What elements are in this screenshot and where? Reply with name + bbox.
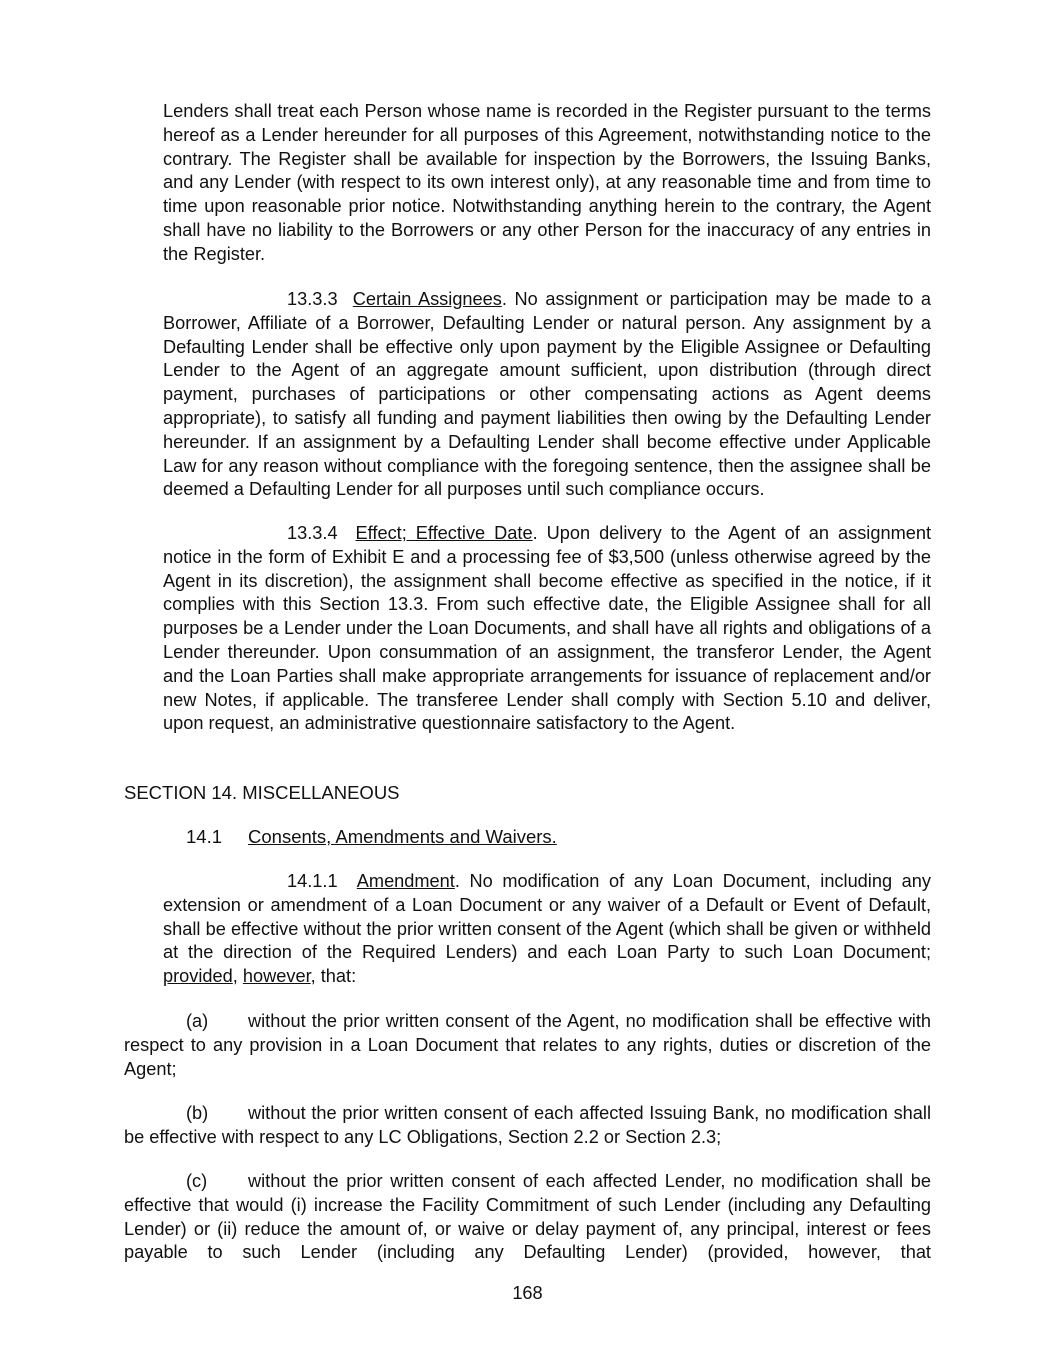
section-14-1-1-number: 14.1.1 <box>287 871 338 891</box>
section-13-3-4-number: 13.3.4 <box>287 523 338 543</box>
section-14-1-1-text-after: , that: <box>310 966 357 987</box>
list-item-c <box>124 1170 931 1265</box>
continuation-paragraph <box>163 100 931 267</box>
list-item-a-text: without the prior written consent of the Agent, no modification shall be effective with respect to any provision in a Loan Document that relates to any rights, duties or discretion of the Agent; <box>124 1011 931 1079</box>
comma: , <box>232 966 243 987</box>
list-item-b-text: without the prior written consent of each affected Issuing Bank, no modification shall be effective with respect to any LC Obligations, Section 2.2 or Section 2.3; <box>124 1103 931 1147</box>
section-13-3-3-text: . No assignment or participation may be made to a Borrower, Affiliate of a Borrower, Defaulting Lender or natural person. Any assignment by a Defaulting Lender shall be effective only upon payment by the Eligible Assignee or Defaulting Lender to the Agent of an aggregate amount sufficient, upon distribution (through direct payment, purchases of participations or other compensating actions as Agent deems appropriate), to satisfy all funding and payment liabilities then owing by the Defaulting Lender hereunder. If an assignment by a Defaulting Lender shall become effective under Applicable Law for any reason without compliance with the foregoing sentence, then the assignee shall be deemed a Defaulting Lender for all purposes until such compliance occurs. <box>163 289 932 500</box>
section-14-1-1-title: Amendment <box>356 871 455 891</box>
section-14-1-1 <box>163 870 931 989</box>
provided-word: provided <box>163 966 233 987</box>
list-item-b <box>124 1102 931 1150</box>
section-13-3-4-text: . Upon delivery to the Agent of an assignment notice in the form of Exhibit E and a processing fee of $3,500 (unless otherwise agreed by the Agent in its discretion), the assignment shall become effective as specified in the notice, if it complies with this Section 13.3. From such effective date, the Eligible Assignee shall for all purposes be a Lender under the Loan Documents, and shall have all rights and obligations of a Lender thereunder. Upon consummation of an assignment, the transferor Lender, the Agent and the Loan Parties shall make appropriate arrangements for issuance of replacement and/or new Notes, if applicable. The transferee Lender shall comply with Section 5.10 and deliver, upon request, an administrative questionnaire satisfactory to the Agent. <box>163 523 932 734</box>
list-item-a-label: (a) <box>186 1011 209 1031</box>
section-14-1-heading <box>186 825 557 849</box>
list-item-b-label: (b) <box>186 1103 209 1123</box>
section-13-3-4-title: Effect; Effective Date <box>355 523 533 543</box>
section-14-1-1-text-before: . No modification of any Loan Document, including any extension or amendment of a Loan Document or any waiver of a Default or Event of Default, shall be effective without the prior written consent of the Agent (which shall be given or withheld at the direction of the Required Lenders) and each Loan Party to such Loan Document; <box>163 871 931 963</box>
list-item-a <box>124 1010 931 1081</box>
section-14-1-title: Consents, Amendments and Waivers. <box>248 826 557 847</box>
section-13-3-3 <box>163 288 931 502</box>
continuation-text: Lenders shall treat each Person whose name is recorded in the Register pursuant to the terms hereof as a Lender hereunder for all purposes of this Agreement, notwithstanding notice to the contrary. The Register shall be available for inspection by the Borrowers, the Issuing Banks, and any Lender (with respect to its own interest only), at any reasonable time and from time to time upon reasonable prior notice. Notwithstanding anything herein to the contrary, the Agent shall have no liability to the Borrowers or any other Person for the inaccuracy of any entries in the Register. <box>163 101 931 264</box>
however-word: however <box>242 966 311 987</box>
page-number: 168 <box>512 1283 543 1303</box>
section-14-heading <box>124 781 400 805</box>
list-item-c-text: without the prior written consent of each affected Lender, no modification shall be effective that would (i) increase the Facility Commitment of such Lender (including any Defaulting Lender) or (ii) reduce the amount of, or waive or delay payment of, any principal, interest or fees payable to such Lender (including any Defaulting Lender) (provided, however, that <box>124 1171 931 1263</box>
section-13-3-3-number: 13.3.3 <box>287 289 338 309</box>
section-13-3-3-title: Certain Assignees <box>352 289 502 309</box>
section-14-heading-text: SECTION 14. MISCELLANEOUS <box>124 782 400 803</box>
section-14-1-number: 14.1 <box>186 826 223 847</box>
list-item-c-label: (c) <box>186 1171 208 1191</box>
section-13-3-4 <box>163 522 931 736</box>
